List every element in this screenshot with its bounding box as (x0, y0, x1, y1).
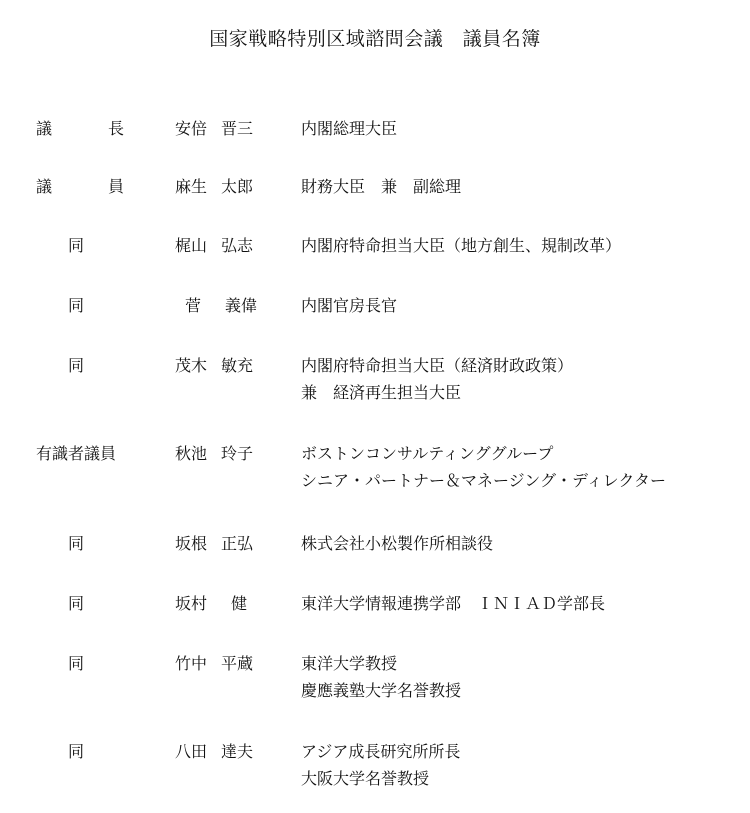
member-given-name: 達夫 (221, 742, 254, 761)
affiliation-line: 内閣総理大臣 (301, 119, 398, 138)
member-role: 同 (68, 296, 85, 315)
member-surname: 坂村 (175, 594, 208, 613)
affiliation-line: 内閣官房長官 (301, 296, 398, 315)
member-role: 同 (68, 654, 85, 673)
affiliation-line: 株式会社小松製作所相談役 (301, 534, 494, 553)
member-name (175, 232, 253, 259)
role-char: 員 (107, 177, 124, 196)
affiliation-line: 大阪大学名誉教授 (301, 769, 430, 788)
member-given-name: 太郎 (221, 177, 254, 196)
member-surname: 菅 (185, 296, 202, 315)
member-name (175, 590, 247, 617)
member-surname: 坂根 (175, 534, 208, 553)
affiliation-line: 内閣府特命担当大臣（地方創生、規制改革） (301, 236, 622, 255)
member-affiliation (301, 738, 460, 792)
member-name (185, 292, 257, 319)
member-given-name: 正弘 (221, 534, 254, 553)
affiliation-line: 内閣府特命担当大臣（経済財政政策） (301, 356, 574, 375)
member-affiliation (301, 352, 573, 406)
member-given-name: 義偉 (225, 296, 258, 315)
member-affiliation (301, 530, 493, 557)
member-surname: 八田 (175, 742, 208, 761)
member-affiliation (301, 292, 397, 319)
member-role: 同 (68, 236, 85, 255)
affiliation-line: 財務大臣 兼 副総理 (301, 177, 462, 196)
member-name (175, 440, 253, 467)
member-name (175, 738, 253, 765)
member-surname: 麻生 (175, 177, 208, 196)
member-affiliation (301, 590, 605, 617)
member-surname: 安倍 (175, 119, 208, 138)
member-given-name: 平蔵 (221, 654, 254, 673)
role-char: 長 (107, 119, 124, 138)
member-affiliation (301, 440, 666, 494)
member-given-name: 玲子 (221, 444, 254, 463)
affiliation-line: 東洋大学情報連携学部 ＩＮＩＡＤ学部長 (301, 594, 606, 613)
member-role: 同 (68, 534, 85, 553)
member-name (175, 352, 253, 379)
member-role (36, 173, 124, 200)
member-affiliation (301, 232, 621, 259)
member-name (175, 115, 253, 142)
member-name (175, 173, 253, 200)
affiliation-line: ボストンコンサルティンググループ (301, 444, 554, 463)
member-affiliation (301, 173, 461, 200)
role-char: 議 (36, 119, 53, 138)
affiliation-line: 東洋大学教授 (301, 654, 398, 673)
affiliation-line: 兼 経済再生担当大臣 (301, 383, 462, 402)
member-name (175, 650, 253, 677)
member-surname: 竹中 (175, 654, 208, 673)
page-title: 国家戦略特別区域諮問会議 議員名簿 (209, 28, 541, 50)
member-given-name: 敏充 (221, 356, 254, 375)
affiliation-line: シニア・パートナー＆マネージング・ディレクター (301, 471, 667, 490)
member-affiliation (301, 115, 397, 142)
member-surname: 茂木 (175, 356, 208, 375)
member-given-name: 晋三 (221, 119, 254, 138)
member-given-name: 弘志 (221, 236, 254, 255)
member-name (175, 530, 253, 557)
member-affiliation (301, 650, 461, 704)
member-surname: 梶山 (175, 236, 208, 255)
member-role: 同 (68, 594, 85, 613)
member-given-name: 健 (231, 594, 248, 613)
member-role (36, 115, 124, 142)
member-surname: 秋池 (175, 444, 208, 463)
role-char: 議 (36, 177, 53, 196)
affiliation-line: アジア成長研究所所長 (301, 742, 461, 761)
affiliation-line: 慶應義塾大学名誉教授 (301, 681, 462, 700)
member-role: 同 (68, 356, 85, 375)
member-role: 有識者議員 (36, 444, 117, 463)
member-role: 同 (68, 742, 85, 761)
